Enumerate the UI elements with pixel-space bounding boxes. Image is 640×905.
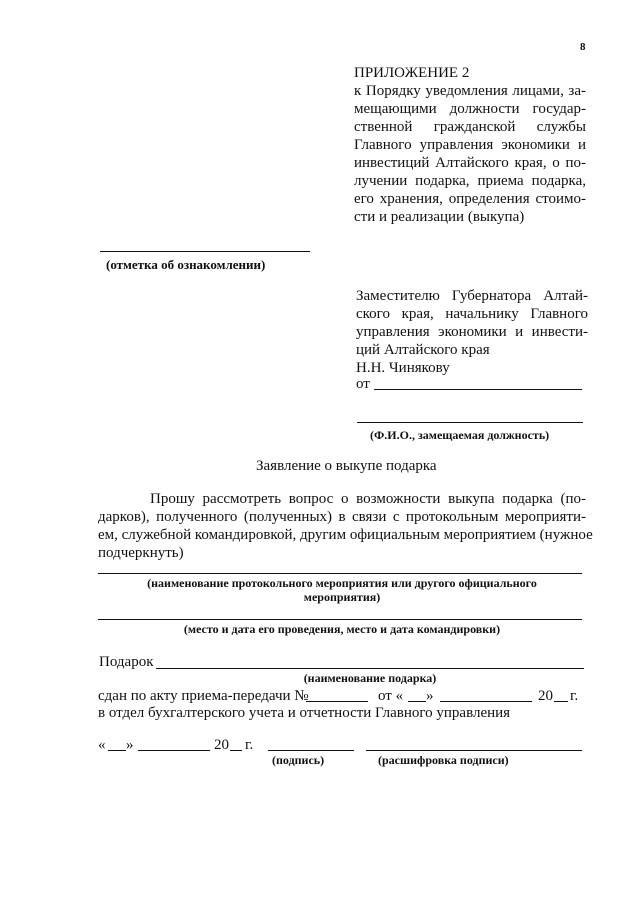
- department-line: в отдел бухгалтерского учета и отчетности Главного управления: [98, 705, 511, 721]
- appendix-line: мещающими должности государ-: [354, 101, 586, 117]
- event-name-label: (наименование протокольного мероприятия или другого официального: [147, 576, 537, 590]
- request-line: подчеркнуть): [98, 545, 184, 561]
- gift-name-line[interactable]: [156, 668, 584, 669]
- addressee-line: Заместителю Губернатора Алтай-: [356, 288, 588, 304]
- acknowledgement-label: (отметка об ознакомлении): [106, 257, 266, 272]
- event-name-label-2: мероприятия): [303, 590, 381, 604]
- gift-label: Подарок: [99, 654, 154, 670]
- request-line: Прошу рассмотреть вопрос о возможности выкупа подарка (по-: [150, 491, 586, 507]
- acknowledgement-line[interactable]: [100, 251, 310, 252]
- act-month-line[interactable]: [440, 701, 532, 702]
- appendix-text: [354, 82, 586, 226]
- act-year-suffix: г.: [570, 688, 579, 704]
- fio-line[interactable]: [357, 422, 583, 423]
- signature-year-prefix: 20: [214, 737, 229, 753]
- signature-month-line[interactable]: [138, 750, 210, 751]
- appendix-line: ственной гражданской службы: [354, 119, 586, 135]
- act-day-line[interactable]: [408, 701, 426, 702]
- fio-label: (Ф.И.О., замещаемая должность): [370, 428, 550, 442]
- appendix-line: инвестиций Алтайского края, о по-: [354, 155, 586, 171]
- addressee-block: [356, 287, 588, 377]
- from-label: от: [356, 376, 370, 392]
- signature-label: (подпись): [272, 753, 325, 767]
- signature-decoding-line[interactable]: [366, 750, 582, 751]
- event-place-label: (место и дата его проведения, место и дата командировки): [183, 622, 501, 636]
- request-line: дарков), полученного (полученных) в связи с протокольным мероприяти-: [98, 509, 586, 525]
- signature-day-line[interactable]: [108, 750, 126, 751]
- form-title: Заявление о выкупе подарка: [256, 458, 437, 474]
- addressee-line: ций Алтайского края: [356, 342, 490, 358]
- from-line[interactable]: [374, 389, 582, 390]
- act-year-line[interactable]: [554, 701, 568, 702]
- event-name-line[interactable]: [98, 573, 582, 574]
- appendix-title: ПРИЛОЖЕНИЕ 2: [354, 65, 470, 81]
- appendix-line: лучении подарка, приема подарка,: [354, 173, 586, 189]
- signature-close-quote: »: [126, 737, 134, 753]
- appendix-block: [354, 64, 586, 226]
- addressee-name: Н.Н. Чинякову: [356, 360, 450, 376]
- signature-line[interactable]: [268, 750, 354, 751]
- addressee-line: управления экономики и инвести-: [356, 324, 588, 340]
- addressee-line: ского края, начальнику Главного: [356, 306, 588, 322]
- event-place-line[interactable]: [98, 619, 582, 620]
- appendix-line: Главного управления экономики и: [354, 137, 586, 153]
- page-number: 8: [580, 41, 586, 53]
- request-paragraph: [98, 490, 593, 562]
- appendix-line: к Порядку уведомления лицами, за-: [354, 83, 586, 99]
- request-line: ем, служебной командировкой, другим официальным мероприятием (нужное: [98, 527, 593, 543]
- signature-year-line[interactable]: [230, 750, 242, 751]
- act-number-line[interactable]: [306, 701, 368, 702]
- appendix-line: его хранения, определения стоимо-: [354, 191, 586, 207]
- act-close-quote: »: [426, 688, 434, 704]
- decoding-label: (расшифровка подписи): [378, 753, 509, 767]
- act-from: от «: [378, 688, 404, 704]
- signature-open-quote: «: [98, 737, 106, 753]
- gift-name-label: (наименование подарка): [303, 671, 437, 685]
- act-year-prefix: 20: [538, 688, 553, 704]
- appendix-line: сти и реализации (выкупа): [354, 209, 525, 225]
- act-prefix: сдан по акту приема-передачи №: [98, 688, 309, 704]
- signature-year-suffix: г.: [245, 737, 254, 753]
